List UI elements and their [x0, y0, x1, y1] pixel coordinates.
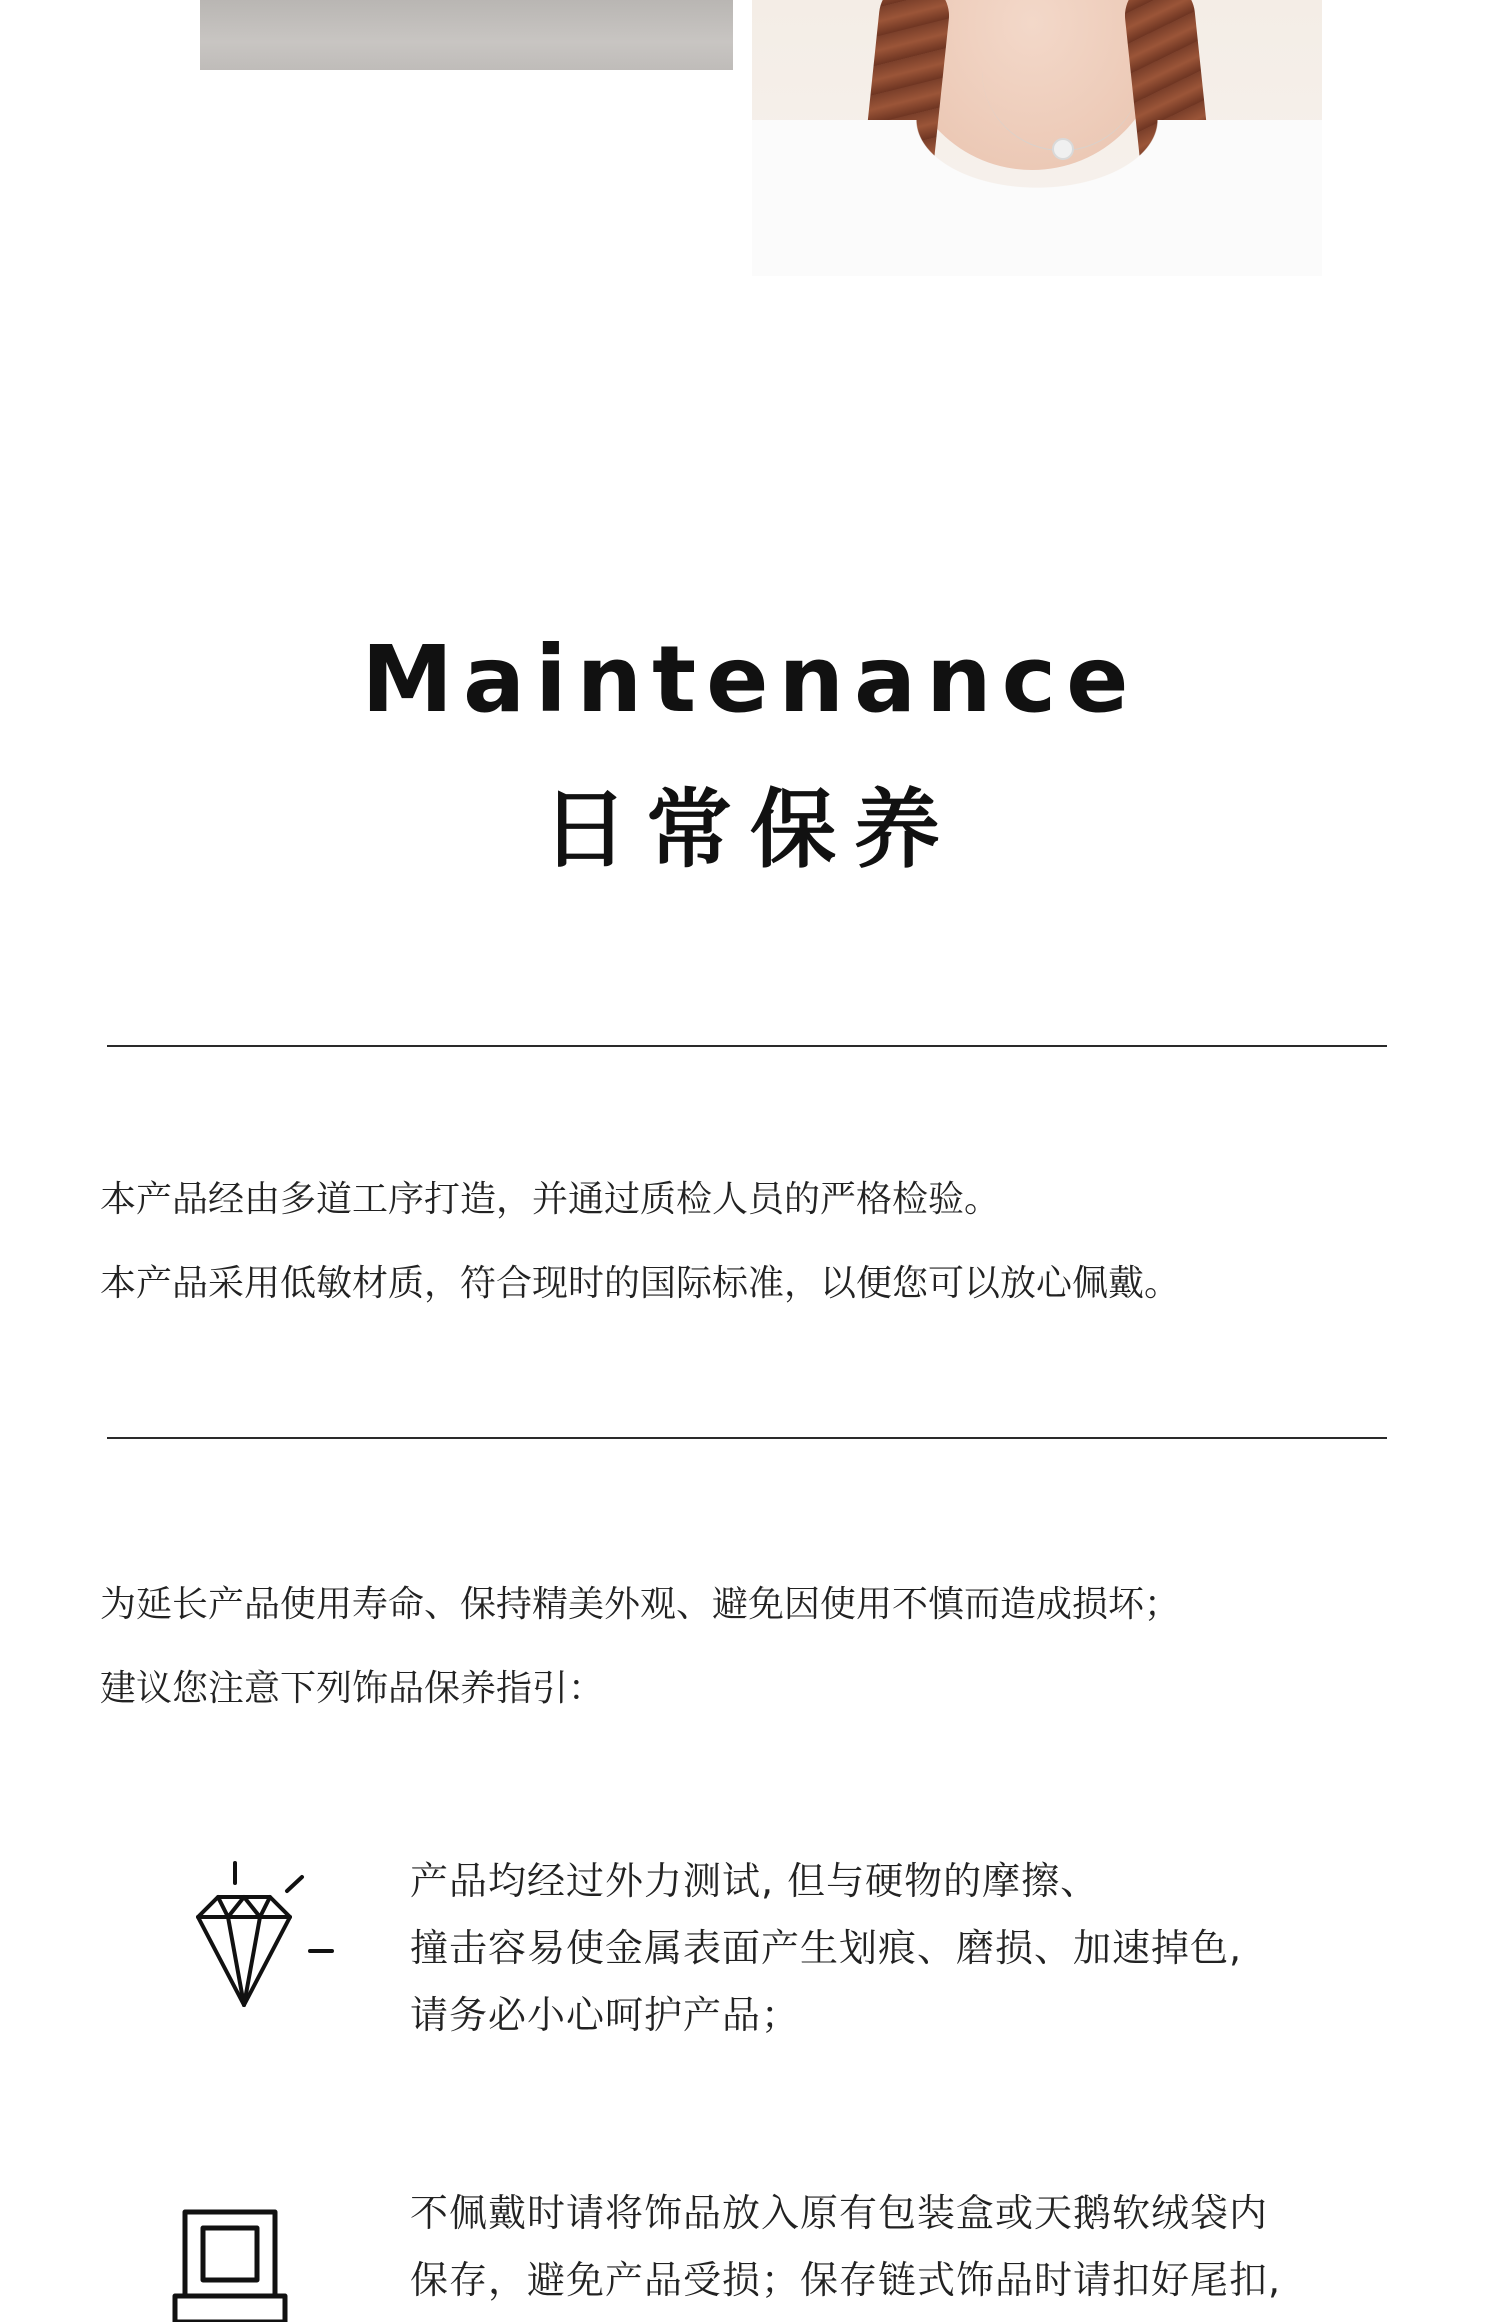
guide-line: 为延长产品使用寿命、保持精美外观、避免因使用不慎而造成损坏； — [100, 1584, 1181, 1625]
care-line: 撞击容易使金属表面产生划痕、磨损、加速掉色, — [410, 1926, 1243, 1970]
care-item-scratch — [410, 1848, 1410, 2049]
intro-paragraph — [100, 1158, 1420, 1326]
model-photo — [752, 0, 1322, 276]
care-line: 不佩戴时请将饰品放入原有包装盒或天鹅软绒袋内 — [410, 2191, 1269, 2235]
section-title-en: Maintenance — [361, 626, 1139, 733]
intro-line: 本产品采用低敏材质，符合现时的国际标准，以便您可以放心佩戴。 — [100, 1263, 1181, 1304]
intro-line: 本产品经由多道工序打造，并通过质检人员的严格检验。 — [100, 1179, 1001, 1220]
care-line: 请务必小心呵护产品； — [410, 1993, 801, 2037]
guide-paragraph — [100, 1563, 1420, 1731]
care-item-storage — [410, 2180, 1410, 2314]
guide-line: 建议您注意下列饰品保养指引： — [100, 1668, 605, 1709]
care-line: 保存，避免产品受损；保存链式饰品时请扣好尾扣, — [410, 2258, 1282, 2302]
product-photo-left — [200, 0, 733, 70]
divider-top — [107, 1045, 1387, 1047]
model-dress — [752, 120, 1322, 276]
care-line: 产品均经过外力测试, 但与硬物的摩擦、 — [410, 1859, 1100, 1903]
section-title-cn: 日常保养 — [542, 780, 958, 880]
divider-middle — [107, 1437, 1387, 1439]
diamond-icon — [160, 1855, 340, 2015]
jewelry-box-icon — [165, 2200, 295, 2322]
